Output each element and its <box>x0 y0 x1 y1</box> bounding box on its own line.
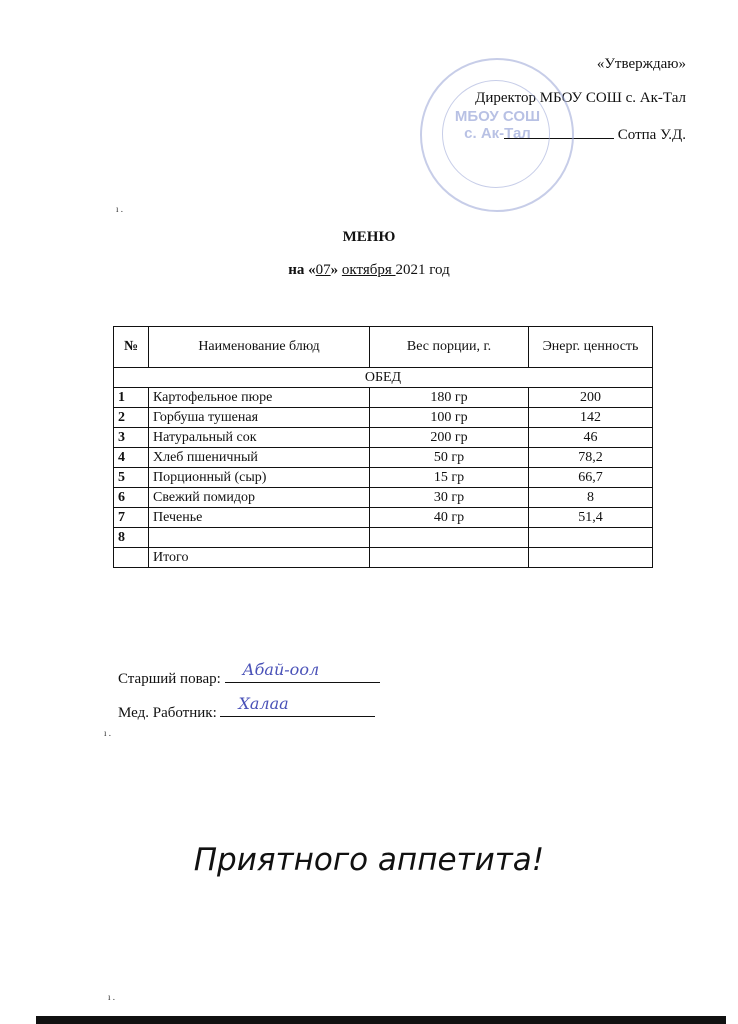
date-month: октября <box>341 262 396 278</box>
scan-speck: ı . <box>108 992 116 1002</box>
total-label: Итого <box>149 548 370 568</box>
row-energy: 46 <box>529 428 653 448</box>
column-header-weight: Вес порции, г. <box>370 327 529 368</box>
row-dish: Свежий помидор <box>149 488 370 508</box>
column-header-energy: Энерг. ценность <box>529 327 653 368</box>
row-dish: Порционный (сыр) <box>149 468 370 488</box>
medic-signature <box>118 694 375 722</box>
date-mid: » <box>330 262 342 278</box>
cook-label: Старший повар: <box>118 671 221 687</box>
section-row <box>114 368 653 388</box>
row-weight: 30 гр <box>370 488 529 508</box>
approval-heading: «Утверждаю» <box>596 56 686 72</box>
cook-signature <box>118 660 380 688</box>
column-header-number: № <box>114 327 149 368</box>
table-header-row <box>114 327 653 368</box>
row-dish: Печенье <box>149 508 370 528</box>
row-weight: 200 гр <box>370 428 529 448</box>
date-year: 2021 год <box>395 262 450 278</box>
director-name: Сотпа У.Д. <box>617 127 686 143</box>
row-number: 5 <box>114 468 149 488</box>
column-header-dish: Наименование блюд <box>149 327 370 368</box>
stamp-text <box>440 108 555 142</box>
menu-table <box>113 326 653 568</box>
scan-edge-bar <box>36 1016 726 1024</box>
row-weight: 180 гр <box>370 388 529 408</box>
table-row <box>114 488 653 508</box>
section-label: ОБЕД <box>114 368 653 388</box>
page-title: МЕНЮ <box>342 229 396 245</box>
date-day: 07 <box>315 262 331 278</box>
date-prefix: на « <box>288 262 316 278</box>
table-row <box>114 528 653 548</box>
row-weight: 100 гр <box>370 408 529 428</box>
row-energy <box>529 528 653 548</box>
school-stamp <box>420 58 574 212</box>
stamp-line-1: МБОУ СОШ <box>454 108 541 125</box>
row-weight: 15 гр <box>370 468 529 488</box>
row-weight: 50 гр <box>370 448 529 468</box>
row-number: 4 <box>114 448 149 468</box>
scan-speck: ı . <box>116 204 124 214</box>
footer-greeting: Приятного аппетита! <box>193 842 545 878</box>
row-energy: 51,4 <box>529 508 653 528</box>
table-row <box>114 408 653 428</box>
total-row <box>114 548 653 568</box>
total-weight-cell <box>370 548 529 568</box>
row-dish: Натуральный сок <box>149 428 370 448</box>
row-number: 8 <box>114 528 149 548</box>
row-energy: 142 <box>529 408 653 428</box>
menu-date <box>0 262 738 279</box>
total-energy-cell <box>529 548 653 568</box>
table-row <box>114 468 653 488</box>
row-dish <box>149 528 370 548</box>
medic-handwritten-name: Халаа <box>238 694 289 713</box>
cook-handwritten-name: Абай-оол <box>242 660 320 679</box>
row-dish: Горбуша тушеная <box>149 408 370 428</box>
table-row <box>114 508 653 528</box>
row-energy: 8 <box>529 488 653 508</box>
approval-position: Директор МБОУ СОШ с. Ак-Тал <box>475 90 686 106</box>
row-dish: Картофельное пюре <box>149 388 370 408</box>
table-row <box>114 388 653 408</box>
row-weight: 40 гр <box>370 508 529 528</box>
row-energy: 78,2 <box>529 448 653 468</box>
medic-signature-line <box>220 694 375 717</box>
row-number: 2 <box>114 408 149 428</box>
row-number: 1 <box>114 388 149 408</box>
row-number: 6 <box>114 488 149 508</box>
medic-label: Мед. Работник: <box>118 705 217 721</box>
stamp-line-2: с. Ак-Тал <box>464 125 531 142</box>
row-energy: 66,7 <box>529 468 653 488</box>
scan-speck: ı . <box>104 728 112 738</box>
row-number: 7 <box>114 508 149 528</box>
table-row <box>114 428 653 448</box>
table-row <box>114 448 653 468</box>
row-number: 3 <box>114 428 149 448</box>
row-weight <box>370 528 529 548</box>
row-dish: Хлеб пшеничный <box>149 448 370 468</box>
row-energy: 200 <box>529 388 653 408</box>
total-number-cell <box>114 548 149 568</box>
cook-signature-line <box>225 660 380 683</box>
